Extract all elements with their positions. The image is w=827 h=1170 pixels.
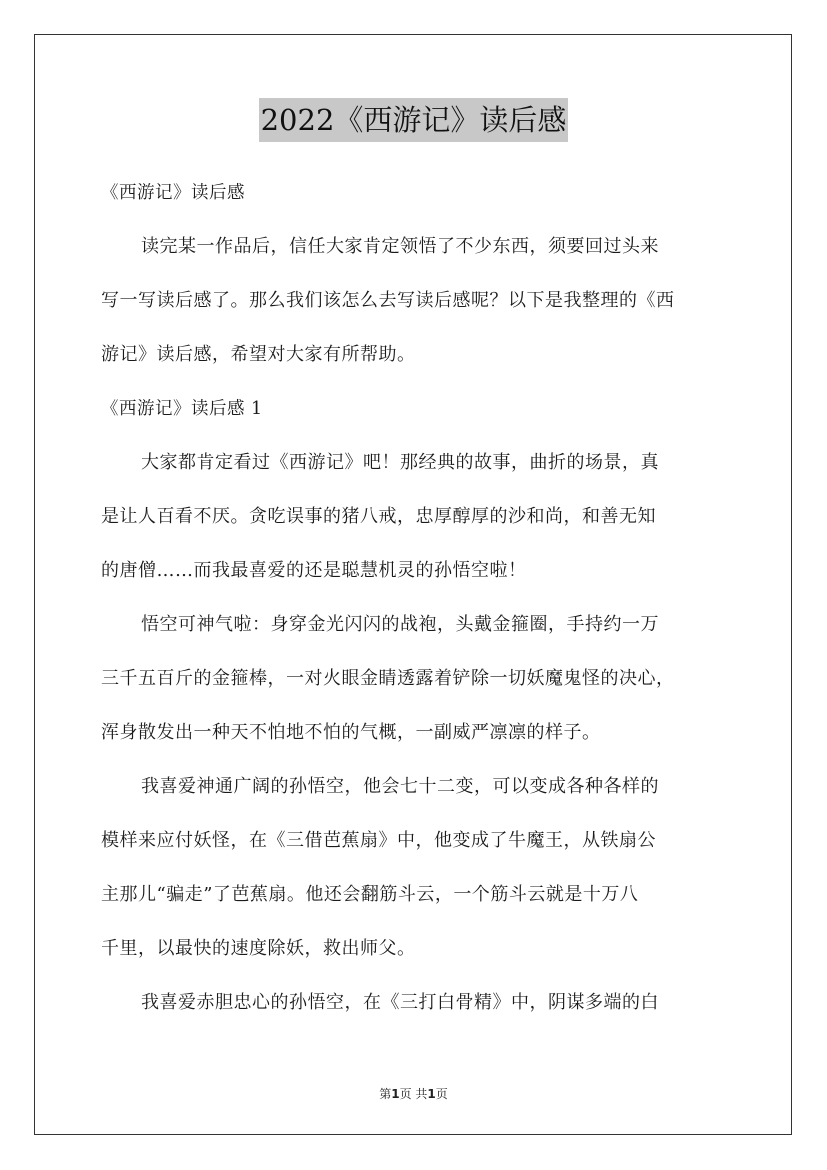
paragraph-line: 大家都肯定看过《西游记》吧！那经典的故事，曲折的场景，真 (141, 452, 659, 473)
paragraph-line: 主那儿“骗走”了芭蕉扇。他还会翻筋斗云，一个筋斗云就是十万八 (101, 884, 639, 905)
paragraph-line: 我喜爱神通广阔的孙悟空，他会七十二变，可以变成各种各样的 (141, 776, 659, 797)
section-heading: 《西游记》读后感 1 (101, 399, 263, 419)
paragraph-line: 是让人百看不厌。贪吃误事的猪八戒，忠厚醇厚的沙和尚，和善无知 (101, 506, 656, 527)
paragraph-line: 游记》读后感，希望对大家有所帮助。 (101, 344, 416, 365)
paragraph-line: 悟空可神气啦：身穿金光闪闪的战袍，头戴金箍圈，手持约一万 (141, 614, 659, 635)
paragraph-line: 写一写读后感了。那么我们该怎么去写读后感呢？以下是我整理的《西 (101, 290, 675, 311)
paragraph-line: 读完某一作品后，信任大家肯定领悟了不少东西，须要回过头来 (141, 236, 659, 257)
paragraph-line: 的唐僧……而我最喜爱的还是聪慧机灵的孙悟空啦！ (101, 560, 527, 581)
title-container (0, 98, 827, 142)
footer-page-current: 1 (391, 1087, 400, 1101)
paragraph-line: 千里，以最快的速度除妖，救出师父。 (101, 938, 416, 959)
paragraph-line: 我喜爱赤胆忠心的孙悟空，在《三打白骨精》中，阴谋多端的白 (141, 992, 659, 1013)
footer-page-mid: 页 共 (399, 1087, 428, 1101)
footer-page-suffix: 页 (435, 1087, 448, 1101)
document-body (101, 166, 731, 1030)
paragraph-line: 浑身散发出一种天不怕地不怕的气概，一副威严凛凛的样子。 (101, 722, 601, 743)
paragraph-line: 模样来应付妖怪，在《三借芭蕉扇》中，他变成了牛魔王，从铁扇公 (101, 830, 656, 851)
paragraph-line: 三千五百斤的金箍棒，一对火眼金睛透露着铲除一切妖魔鬼怪的决心， (101, 668, 675, 689)
document-title: 2022《西游记》读后感 (259, 98, 569, 142)
section-heading: 《西游记》读后感 (101, 183, 245, 203)
footer-page-total: 1 (427, 1087, 436, 1101)
footer-page-prefix: 第 (379, 1087, 392, 1101)
page-footer (0, 1085, 827, 1102)
